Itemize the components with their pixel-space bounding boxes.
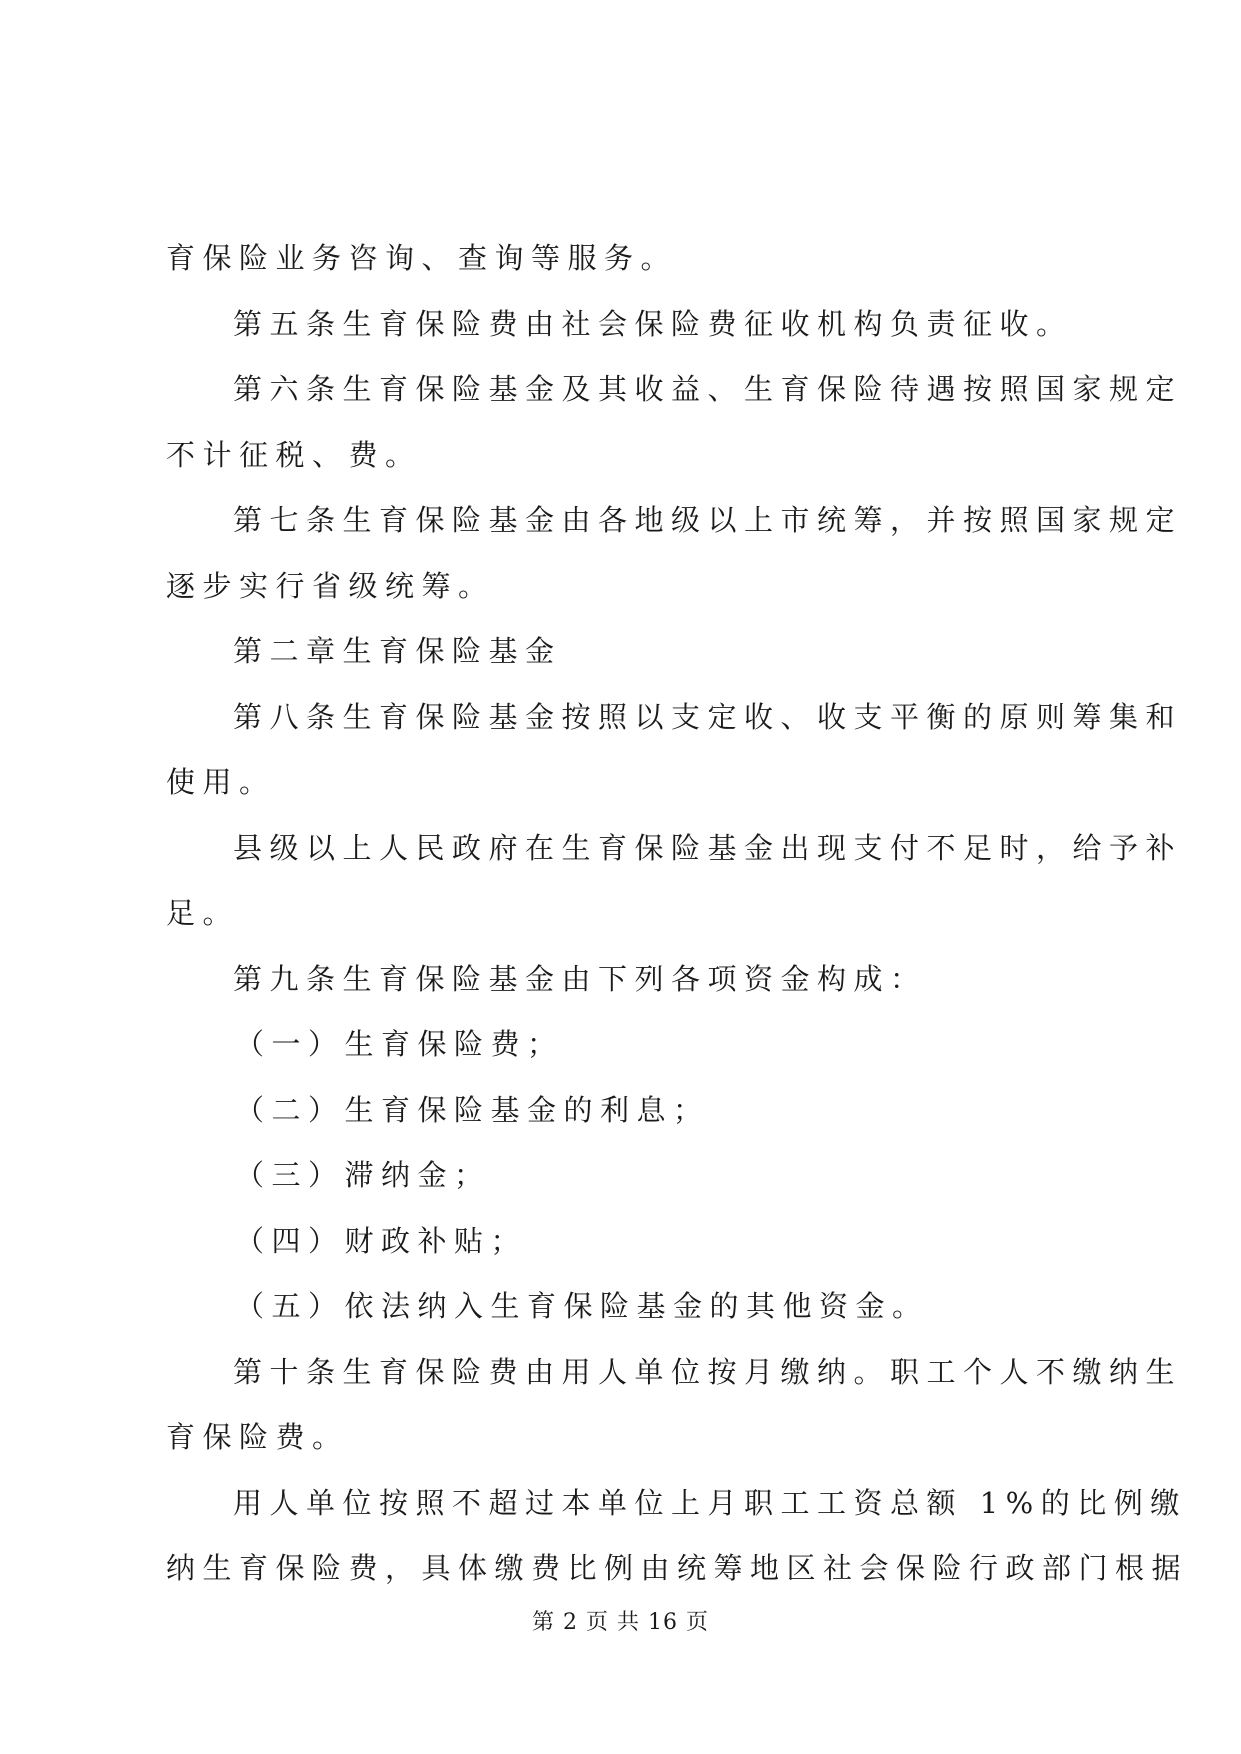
page-number-footer: 第 2 页 共 16 页 bbox=[532, 1610, 709, 1635]
text-line: 第八条生育保险基金按照以支定收、收支平衡的原则筹集和 bbox=[233, 700, 1183, 734]
text-line: 育保险费。 bbox=[166, 1420, 349, 1454]
text-line: 逐步实行省级统筹。 bbox=[166, 569, 495, 603]
text-line: 第六条生育保险基金及其收益、生育保险待遇按照国家规定 bbox=[233, 372, 1183, 406]
list-item: （二）生育保险基金的利息； bbox=[235, 1093, 710, 1127]
text-line: 第九条生育保险基金由下列各项资金构成： bbox=[233, 962, 927, 996]
list-item: （三）滞纳金； bbox=[235, 1158, 491, 1192]
text-line: 县级以上人民政府在生育保险基金出现支付不足时，给予补 bbox=[233, 831, 1183, 865]
text-line: 足。 bbox=[166, 896, 240, 930]
text-line: 育保险业务咨询、查询等服务。 bbox=[166, 241, 678, 275]
text-line: 用人单位按照不超过本单位上月职工工资总额 1%的比例缴 bbox=[233, 1486, 1187, 1520]
text-line: 第十条生育保险费由用人单位按月缴纳。职工个人不缴纳生 bbox=[233, 1355, 1183, 1389]
list-item: （一）生育保险费； bbox=[235, 1027, 564, 1061]
text-line: 使用。 bbox=[166, 765, 276, 799]
text-line: 第五条生育保险费由社会保险费征收机构负责征收。 bbox=[233, 307, 1073, 341]
text-line: 不计征税、费。 bbox=[166, 438, 422, 472]
text-line: 纳生育保险费，具体缴费比例由统筹地区社会保险行政部门根据 bbox=[166, 1551, 1189, 1585]
list-item: （五）依法纳入生育保险基金的其他资金。 bbox=[235, 1289, 929, 1323]
list-item: （四）财政补贴； bbox=[235, 1224, 528, 1258]
text-line: 第七条生育保险基金由各地级以上市统筹，并按照国家规定 bbox=[233, 503, 1183, 537]
chapter-heading: 第二章生育保险基金 bbox=[233, 634, 562, 668]
